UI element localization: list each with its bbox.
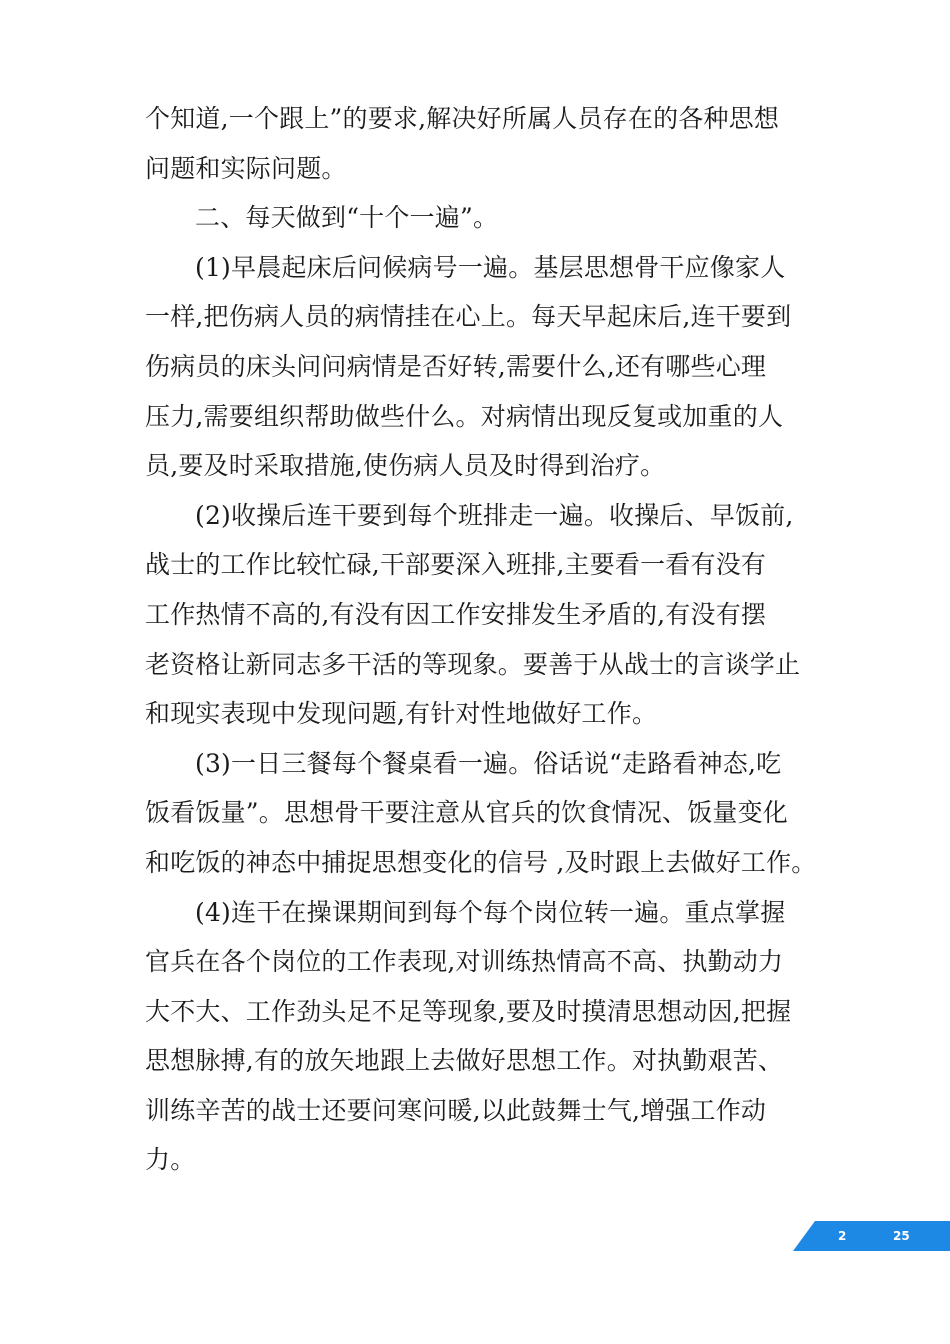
section-heading: 二、每天做到“十个一遍”。 bbox=[195, 203, 499, 233]
text-line: 饭看饭量”。思想骨干要注意从官兵的饮食情况、饭量变化 bbox=[145, 798, 788, 828]
paragraph-start-line: (1)早晨起床后问候病号一遍。基层思想骨干应像家人 bbox=[195, 252, 786, 282]
text-line: 官兵在各个岗位的工作表现,对训练热情高不高、执勤动力 bbox=[145, 947, 784, 977]
text-line: 问题和实际问题。 bbox=[145, 153, 347, 183]
total-pages-number: 25 bbox=[893, 1229, 910, 1243]
text-line: 伤病员的床头问问病情是否好转,需要什么,还有哪些心理 bbox=[145, 351, 767, 381]
text-line: 思想脉搏,有的放矢地跟上去做好思想工作。对执勤艰苦、 bbox=[145, 1046, 784, 1076]
text-line: 和吃饭的神态中捕捉思想变化的信号 ,及时跟上去做好工作。 bbox=[145, 847, 817, 877]
current-page-number: 2 bbox=[838, 1229, 847, 1243]
text-line: 大不大、工作劲头足不足等现象,要及时摸清思想动因,把握 bbox=[145, 996, 792, 1026]
text-line: 和现实表现中发现问题,有针对性地做好工作。 bbox=[145, 699, 658, 729]
paragraph-start-line: (4)连干在操课期间到每个每个岗位转一遍。重点掌握 bbox=[195, 897, 786, 927]
text-line: 工作热情不高的,有没有因工作安排发生矛盾的,有没有摆 bbox=[145, 599, 767, 629]
text-line: 训练辛苦的战士还要问寒问暖,以此鼓舞士气,增强工作动 bbox=[145, 1095, 767, 1125]
text-line: 压力,需要组织帮助做些什么。对病情出现反复或加重的人 bbox=[145, 401, 784, 431]
page-number-band bbox=[793, 1221, 950, 1251]
text-line: 老资格让新同志多干活的等现象。要善于从战士的言谈学止 bbox=[145, 649, 801, 679]
text-line: 战士的工作比较忙碌,干部要深入班排,主要看一看有没有 bbox=[145, 550, 767, 580]
text-line: 个知道,一个跟上”的要求,解决好所属人员存在的各种思想 bbox=[145, 104, 780, 133]
text-line: 一样,把伤病人员的病情挂在心上。每天早起床后,连干要到 bbox=[145, 302, 792, 332]
document-body bbox=[145, 94, 825, 1185]
paragraph-start-line: (3)一日三餐每个餐桌看一遍。俗话说“走路看神态,吃 bbox=[195, 748, 782, 778]
paragraph-start-line: (2)收操后连干要到每个班排走一遍。收操后、早饭前, bbox=[195, 500, 794, 530]
text-line: 力。 bbox=[145, 1145, 196, 1175]
text-line: 员,要及时采取措施,使伤病人员及时得到治疗。 bbox=[145, 451, 666, 481]
